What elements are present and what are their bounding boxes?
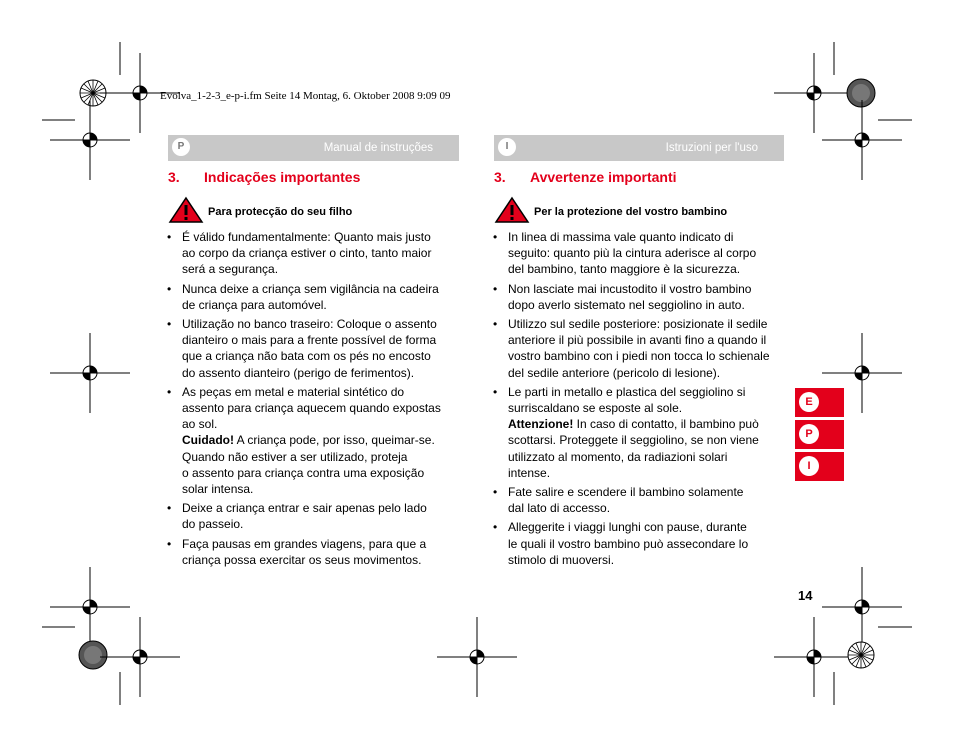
crosshair-icon xyxy=(774,617,854,697)
warning-title: Para protecção do seu filho xyxy=(208,206,353,218)
dark-target-icon xyxy=(847,79,875,107)
warning-title: Per la protezione del vostro bambino xyxy=(534,206,728,218)
banner-label: Manual de instruções xyxy=(323,142,433,154)
language-letter-icon: I xyxy=(799,456,819,476)
star-target-icon xyxy=(848,642,874,668)
crosshair-icon xyxy=(822,567,902,647)
section-number: 3. xyxy=(168,169,180,185)
list-item: • Deixe a criança entrar e sair apenas pelo lado do passeio. xyxy=(167,500,467,532)
list-item: • Non lasciate mai incustodito il vostro bambino dopo averlo sistemato nel seggiolino in auto. xyxy=(493,281,793,313)
warning-triangle-icon xyxy=(494,196,530,224)
section-title: Indicações importantes xyxy=(204,169,361,185)
crosshair-icon xyxy=(774,53,854,133)
dark-target-icon xyxy=(79,641,107,669)
language-letter-icon: P xyxy=(799,424,819,444)
list-item: • Utilizzo sul sedile posteriore: posizionate il sedile anteriore il più possibile in avanti fino a quando il vostro bambino con i piedi non tocca lo schienale del sedile anteriore (pericolo di lesione). xyxy=(493,316,793,381)
side-tab-i[interactable] xyxy=(795,452,844,481)
language-letter-icon: E xyxy=(799,392,819,412)
banner-label: Istruzioni per l'uso xyxy=(665,142,758,154)
warning-triangle-icon xyxy=(168,196,204,224)
list-item: • Nunca deixe a criança sem vigilância na cadeira de criança para automóvel. xyxy=(167,281,467,313)
crosshair-icon xyxy=(50,333,130,413)
list-item: • Alleggerite i viaggi lunghi con pause, durante le quali il vostro bambino può assecondare lo stimolo di muoversi. xyxy=(493,519,793,568)
banner-portuguese xyxy=(168,135,459,161)
list-item: • Utilização no banco traseiro: Coloque o assento dianteiro o mais para a frente possível de forma que a criança não bata com os pés no encosto do assento dianteiro (perigo de ferimentos). xyxy=(167,316,467,381)
language-letter-icon: P xyxy=(172,138,190,156)
bullet-list xyxy=(493,229,793,571)
language-letter-icon: I xyxy=(498,138,516,156)
caution-label: Cuidado! xyxy=(182,433,234,448)
page-number: 14 xyxy=(798,588,813,603)
section-title: Avvertenze importanti xyxy=(530,169,677,185)
list-item: • As peças em metal e material sintético do assento para criança aquecem quando expostas ao sol. Cuidado! A criança pode, por isso, queimar-se. Quando não estiver a ser utilizado, proteja o assento para criança contra uma exposição solar intensa. xyxy=(167,384,467,497)
crosshair-icon xyxy=(50,100,130,180)
list-item: • In linea di massima vale quanto indicato di seguito: quanto più la cintura aderisce al corpo del bambino, tanto maggiore è la sicurezza. xyxy=(493,229,793,278)
list-item: • Fate salire e scendere il bambino solamente dal lato di accesso. xyxy=(493,484,793,516)
section-heading xyxy=(494,169,677,185)
list-item: • Le parti in metallo e plastica del seggiolino si surriscaldano se esposte al sole. Attenzione! In caso di contatto, il bambino può scottarsi. Proteggete il seggiolino, se non viene utilizzato al momento, da radiazioni solari intense. xyxy=(493,384,793,481)
list-item: • Faça pausas em grandes viagens, para que a criança possa exercitar os seus movimentos. xyxy=(167,536,467,568)
crosshair-icon xyxy=(100,617,180,697)
bullet-list xyxy=(167,229,467,571)
crosshair-icon xyxy=(437,617,517,697)
section-number: 3. xyxy=(494,169,506,185)
crosshair-icon xyxy=(822,100,902,180)
file-info-header: Evolva_1-2-3_e-p-i.fm Seite 14 Montag, 6. Oktober 2008 9:09 09 xyxy=(160,90,451,102)
side-tab-p[interactable] xyxy=(795,420,844,449)
side-tab-e[interactable] xyxy=(795,388,844,417)
list-item: • É válido fundamentalmente: Quanto mais justo ao corpo da criança estiver o cinto, tanto maior será a segurança. xyxy=(167,229,467,278)
banner-italian xyxy=(494,135,784,161)
section-heading xyxy=(168,169,360,185)
caution-label: Attenzione! xyxy=(508,417,574,432)
crosshair-icon xyxy=(50,567,130,647)
